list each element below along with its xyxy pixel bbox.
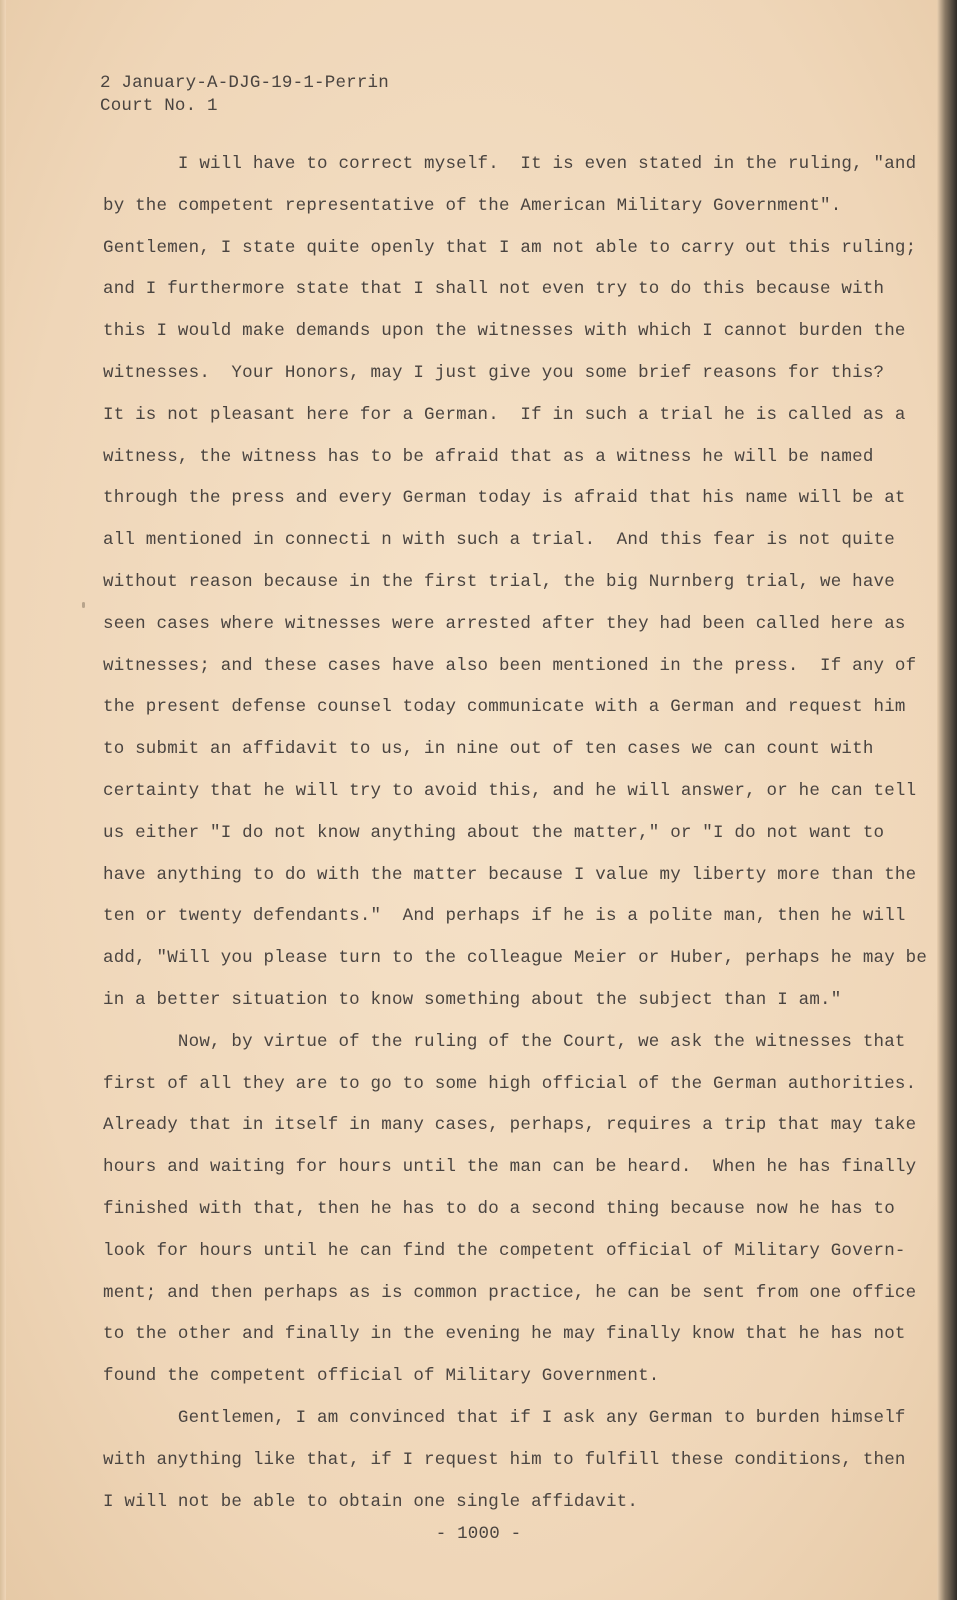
transcript-line: us either "I do not know anything about the matter," or "I do not want to — [103, 822, 885, 843]
transcript-line: finished with that, then he has to do a second thing because now he has to — [103, 1198, 895, 1219]
page-number: - 1000 - — [435, 1524, 522, 1544]
page-right-edge — [937, 0, 957, 1600]
transcript-line: certainty that he will try to avoid this, and he will answer, or he can tell — [103, 780, 917, 801]
transcript-line: through the press and every German today is afraid that his name will be at — [103, 488, 906, 509]
transcript-line: Now, by virtue of the ruling of the Court, we ask the witnesses that — [103, 1031, 906, 1052]
paper-mark — [82, 602, 85, 608]
transcript-line: Gentlemen, I state quite openly that I am not able to carry out this ruling; — [103, 237, 917, 258]
transcript-line: by the competent representative of the American Military Government". — [103, 195, 842, 216]
transcript-line: to submit an affidavit to us, in nine out of ten cases we can count with — [103, 739, 874, 760]
transcript-line: ment; and then perhaps as is common practice, he can be sent from one office — [103, 1282, 917, 1303]
transcript-line: I will have to correct myself. It is even stated in the ruling, "and — [103, 154, 917, 174]
transcript-line: with anything like that, if I request him to fulfill these conditions, then — [103, 1449, 906, 1470]
transcript-line: add, "Will you please turn to the colleague Meier or Huber, perhaps he may be — [103, 948, 928, 969]
transcript-line: Already that in itself in many cases, perhaps, requires a trip that may take — [103, 1115, 917, 1136]
transcript-line: first of all they are to go to some high official of the German authorities. — [103, 1073, 917, 1094]
transcript-line: all mentioned in connecti n with such a trial. And this fear is not quite — [103, 530, 895, 551]
transcript-line: this I would make demands upon the witnesses with which I cannot burden the — [103, 321, 906, 342]
header-reference: 2 January-A-DJG-19-1-Perrin — [100, 73, 389, 93]
transcript-line: witness, the witness has to be afraid that as a witness he will be named — [103, 446, 874, 467]
transcript-line: the present defense counsel today communicate with a German and request him — [103, 697, 906, 718]
transcript-line: without reason because in the first trial, the big Nurnberg trial, we have — [103, 571, 895, 592]
transcript-line: in a better situation to know something about the subject than I am." — [103, 989, 842, 1010]
transcript-line: look for hours until he can find the competent official of Military Govern- — [103, 1240, 906, 1261]
transcript-line: seen cases where witnesses were arrested after they had been called here as — [103, 613, 906, 634]
transcript-line: and I furthermore state that I shall not even try to do this because with — [103, 279, 885, 300]
transcript-line: Gentlemen, I am convinced that if I ask any German to burden himself — [103, 1407, 906, 1428]
transcript-body — [103, 144, 928, 1523]
document-header — [100, 72, 389, 118]
transcript-line: hours and waiting for hours until the man can be heard. When he has finally — [103, 1157, 917, 1178]
transcript-line: ten or twenty defendants." And perhaps if he is a polite man, then he will — [103, 906, 906, 927]
transcript-line: It is not pleasant here for a German. If in such a trial he is called as a — [103, 404, 906, 425]
transcript-line: found the competent official of Military Government. — [103, 1366, 660, 1387]
transcript-line: have anything to do with the matter because I value my liberty more than the — [103, 864, 917, 885]
transcript-line: to the other and finally in the evening he may finally know that he has not — [103, 1324, 906, 1345]
transcript-line: I will not be able to obtain one single affidavit. — [103, 1491, 639, 1512]
page-left-edge — [0, 0, 6, 1600]
transcript-line: witnesses. Your Honors, may I just give you some brief reasons for this? — [103, 362, 885, 383]
header-court: Court No. 1 — [100, 96, 218, 116]
transcript-line: witnesses; and these cases have also been mentioned in the press. If any of — [103, 655, 917, 676]
